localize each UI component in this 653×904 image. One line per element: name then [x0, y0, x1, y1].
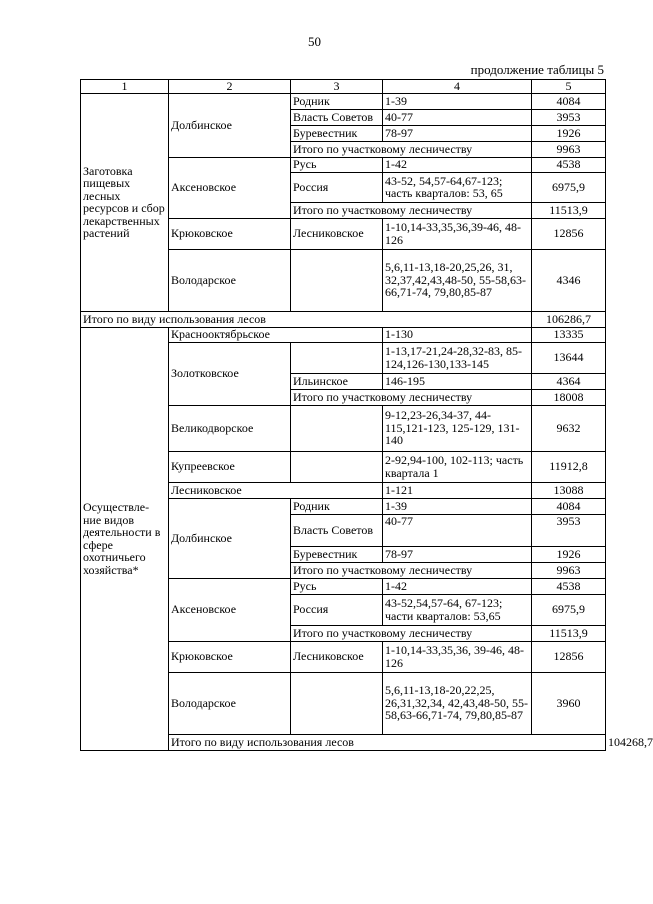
table-cell: Итого по участковому лесничеству	[291, 625, 532, 641]
table-cell: 1-130	[383, 327, 532, 342]
table-cell: 13644	[532, 342, 606, 373]
table-cell: Золотковское	[169, 342, 291, 405]
table-row: Итого по виду использования лесов 104268,7	[81, 734, 606, 750]
table-row	[81, 327, 606, 342]
table-cell: 40-77	[383, 109, 532, 125]
table-cell: 12856	[532, 641, 606, 672]
table-cell: 12856	[532, 218, 606, 249]
table-cell: Купреевское	[169, 451, 291, 482]
table-cell: Ильинское	[291, 373, 383, 389]
table-cell: Крюковское	[169, 218, 291, 249]
table-cell: 4364	[532, 373, 606, 389]
table-cell: 146-195	[383, 373, 532, 389]
table-cell: 106286,7	[532, 311, 606, 327]
table-cell: 1-39	[383, 93, 532, 109]
table-cell: Россия	[291, 594, 383, 625]
table-cell: Итого по участковому лесничеству	[291, 202, 532, 218]
table-cell: Власть Советов	[291, 514, 383, 546]
table-cell: 4084	[532, 498, 606, 514]
table-cell: 13088	[532, 482, 606, 498]
table-cell: 78-97	[383, 546, 532, 562]
table-cell: 3953	[532, 514, 606, 546]
table-continuation-caption: продолжение таблицы 5	[470, 62, 604, 77]
table-cell: 40-77	[383, 514, 532, 546]
table-cell: Буревестник	[291, 546, 383, 562]
table-cell: 4538	[532, 578, 606, 594]
table-cell: Заготовка пищевых лесных ресурсов и сбор лекарственных растений	[81, 93, 169, 311]
table-cell	[291, 405, 383, 451]
table-cell: Лесниковское	[291, 641, 383, 672]
land-use-table	[80, 79, 653, 751]
table-cell: Великодворское	[169, 405, 291, 451]
table-header-row	[81, 80, 606, 94]
table-cell: 6975,9	[532, 172, 606, 202]
table-cell: 1-13,17-21,24-28,32-83, 85-124,126-130,133-145	[383, 342, 532, 373]
table-cell: 9-12,23-26,34-37, 44-115,121-123, 125-129, 131-140	[383, 405, 532, 451]
table-cell: 1-39	[383, 498, 532, 514]
table-cell	[291, 249, 383, 311]
table-cell: 11513,9	[532, 625, 606, 641]
table-cell: Аксеновское	[169, 578, 291, 641]
table-cell: Родник	[291, 93, 383, 109]
table-cell: 1-121	[383, 482, 532, 498]
header-cell-col4: 4	[383, 80, 532, 94]
table-cell: Долбинское	[169, 498, 291, 578]
table-cell	[291, 672, 383, 734]
table-cell: 3960	[532, 672, 606, 734]
table-cell: Русь	[291, 578, 383, 594]
table-cell	[291, 342, 383, 373]
table-cell: Лесниковское	[169, 482, 383, 498]
table-cell: 4346	[532, 249, 606, 311]
table-cell: Володарское	[169, 672, 291, 734]
table-cell: Итого по виду использования лесов	[169, 734, 606, 750]
table-cell: Родник	[291, 498, 383, 514]
table-body	[81, 93, 653, 750]
table-cell: 6975,9	[532, 594, 606, 625]
table-cell: Итого по участковому лесничеству	[291, 389, 532, 405]
table-cell: 5,6,11-13,18-20,22,25, 26,31,32,34, 42,43,48-50, 55-58,63-66,71-74, 79,80,85-87	[383, 672, 532, 734]
table-cell: Итого по виду использования лесов	[81, 311, 532, 327]
table-cell: Буревестник	[291, 125, 383, 141]
table-cell: 2-92,94-100, 102-113; часть квартала 1	[383, 451, 532, 482]
table-cell: 4538	[532, 157, 606, 172]
table-cell: 1-10,14-33,35,36, 39-46, 48-126	[383, 641, 532, 672]
table-cell: Итого по участковому лесничеству	[291, 141, 532, 157]
header-cell-col5: 5	[532, 80, 606, 94]
table-cell: 43-52,54,57-64, 67-123; части кварталов: 53,65	[383, 594, 532, 625]
table-cell: 11912,8	[532, 451, 606, 482]
table-cell: Володарское	[169, 249, 291, 311]
table-cell: Аксеновское	[169, 157, 291, 218]
table-cell: 3953	[532, 109, 606, 125]
table-cell: 9632	[532, 405, 606, 451]
table-row	[81, 93, 606, 109]
table-cell: Итого по участковому лесничеству	[291, 562, 532, 578]
table-cell: 43-52, 54,57-64,67-123; часть кварталов: 53, 65	[383, 172, 532, 202]
table-cell: Осуществле-ние видов деятельности в сфере охотничьего хозяйства*	[81, 327, 169, 750]
table-cell: Россия	[291, 172, 383, 202]
table-cell: 9963	[532, 141, 606, 157]
table-cell: 13335	[532, 327, 606, 342]
table-row	[81, 311, 606, 327]
table-cell: 9963	[532, 562, 606, 578]
table-cell: Русь	[291, 157, 383, 172]
table-cell: 1-42	[383, 578, 532, 594]
table-cell: Краснооктябрьское	[169, 327, 383, 342]
table-cell: 1-42	[383, 157, 532, 172]
table-cell: 11513,9	[532, 202, 606, 218]
table-cell	[291, 451, 383, 482]
header-cell-col2: 2	[169, 80, 291, 94]
table-cell: 1926	[532, 125, 606, 141]
table-cell: 4084	[532, 93, 606, 109]
table-cell: 78-97	[383, 125, 532, 141]
header-cell-col1: 1	[81, 80, 169, 94]
table-cell: 1926	[532, 546, 606, 562]
table-cell: Крюковское	[169, 641, 291, 672]
table-cell: Лесниковское	[291, 218, 383, 249]
table-cell: 18008	[532, 389, 606, 405]
table-cell: 1-10,14-33,35,36,39-46, 48-126	[383, 218, 532, 249]
table-cell: Долбинское	[169, 93, 291, 157]
table-cell: Власть Советов	[291, 109, 383, 125]
header-cell-col3: 3	[291, 80, 383, 94]
table-cell: 5,6,11-13,18-20,25,26, 31, 32,37,42,43,48-50, 55-58,63-66,71-74, 79,80,85-87	[383, 249, 532, 311]
page-number: 50	[308, 34, 321, 49]
